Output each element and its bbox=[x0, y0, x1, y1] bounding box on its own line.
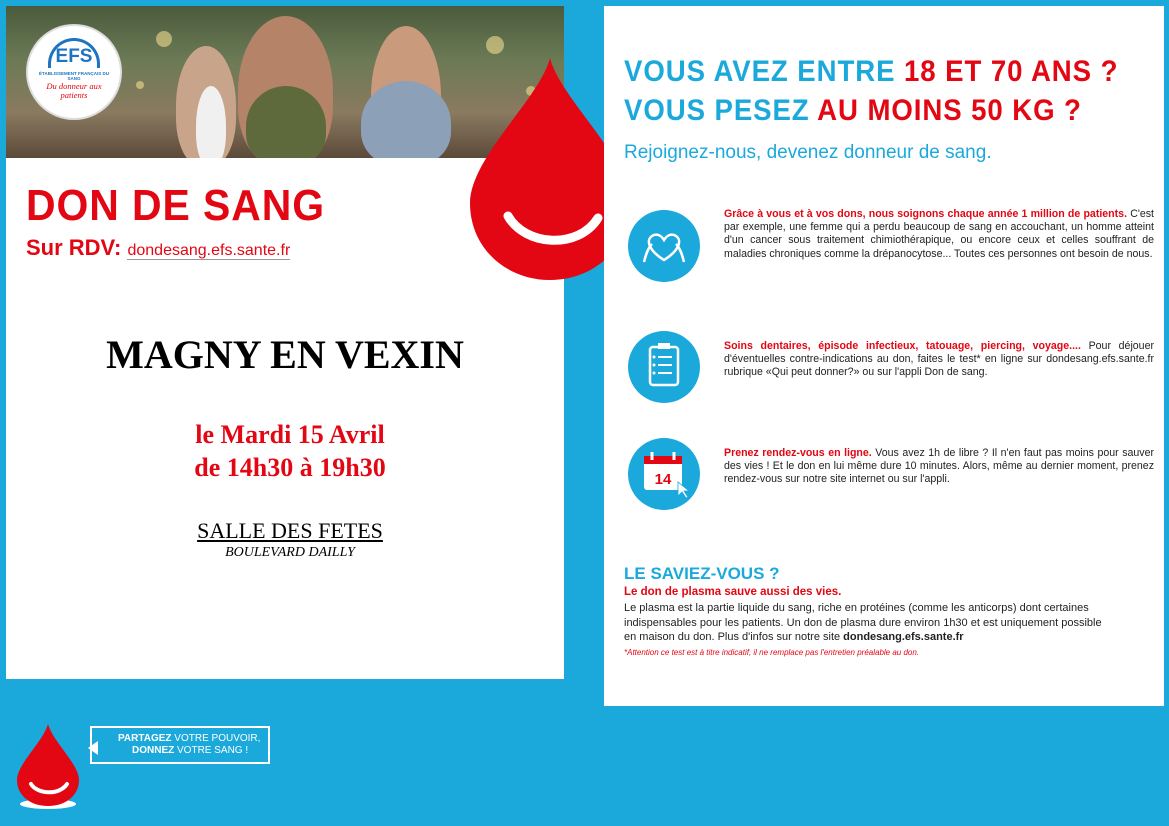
venue-street: BOULEVARD DAILLY bbox=[225, 545, 355, 560]
small-blood-drop-icon bbox=[13, 722, 83, 810]
age-question: VOUS AVEZ ENTRE 18 ET 70 ANS ? bbox=[624, 55, 1119, 88]
slogan: PARTAGEZ VOTRE POUVOIR, DONNEZ VOTRE SANG ! bbox=[118, 733, 261, 756]
right-panel bbox=[604, 6, 1164, 706]
checklist-icon bbox=[628, 331, 700, 403]
event-hours: de 14h30 à 19h30 bbox=[194, 453, 386, 482]
plasma-title: Le don de plasma sauve aussi des vies. bbox=[624, 586, 842, 598]
appointment-line: Sur RDV: dondesang.efs.sante.fr bbox=[26, 235, 291, 260]
calendar-icon bbox=[628, 438, 700, 510]
efs-logo bbox=[28, 26, 120, 118]
heart-hands-icon bbox=[628, 210, 700, 282]
venue-name: SALLE DES FETES bbox=[197, 518, 383, 543]
town-name: MAGNY EN VEXIN bbox=[106, 332, 464, 377]
plasma-text: Le plasma est la partie liquide du sang, riche en protéines (comme les anticorps) dont certaines indispensables pour les patients. Un don de plasma dure environ 1h30 et est uniquement possible en maison du don. Plus d'infos sur notre site dondesang.efs.sante.fr bbox=[624, 602, 1102, 643]
info-paragraph-appointment: Prenez rendez-vous en ligne. Vous avez 1h de libre ? Il n'en faut pas moins pour sauver des vies ! Et le don en lui même dure 10 minutes. Alors, même au dernier moment, prenez rendez-vous sur notre site internet ou sur l'appli. bbox=[724, 447, 1154, 486]
logo-org-name: ÉTABLISSEMENT FRANÇAIS DU SANG bbox=[39, 71, 109, 81]
did-you-know-heading: LE SAVIEZ-VOUS ? bbox=[624, 564, 780, 583]
info-paragraph-contraindications: Soins dentaires, épisode infectieux, tatouage, piercing, voyage.... Pour déjouer d'éventuelles contre-indications au don, faites le test* en ligne sur dondesang.efs.sante.fr rubrique «Qui peut donner?» ou sur l'appli Don de sang. bbox=[724, 340, 1154, 379]
logo-acronym: EFS bbox=[55, 46, 93, 67]
plasma-url[interactable]: dondesang.efs.sante.fr bbox=[843, 631, 964, 643]
page-title: DON DE SANG bbox=[26, 181, 325, 230]
calendar-day: 14 bbox=[654, 471, 672, 488]
join-text: Rejoignez-nous, devenez donneur de sang. bbox=[624, 142, 992, 163]
footnote: *Attention ce test est à titre indicatif, il ne remplace pas l'entretien préalable au don. bbox=[624, 648, 920, 657]
sur-rdv-label: Sur RDV bbox=[26, 235, 115, 260]
event-date: le Mardi 15 Avril bbox=[195, 420, 385, 449]
weight-question: VOUS PESEZ AU MOINS 50 KG ? bbox=[624, 94, 1082, 127]
logo-tagline: Du donneur aux patients bbox=[46, 81, 102, 100]
info-paragraph-patients: Grâce à vous et à vos dons, nous soignons chaque année 1 million de patients. C'est par exemple, une femme qui a perdu beaucoup de sang en accouchant, un homme atteint d'un cancer sous traitement chimiothérapique, ou encore ceux et celles souffrant de maladies chroniques comme la drépanocytose... Toutes ces personnes ont besoin de nous. bbox=[724, 208, 1154, 260]
website-link[interactable]: dondesang.efs.sante.fr bbox=[127, 242, 291, 259]
